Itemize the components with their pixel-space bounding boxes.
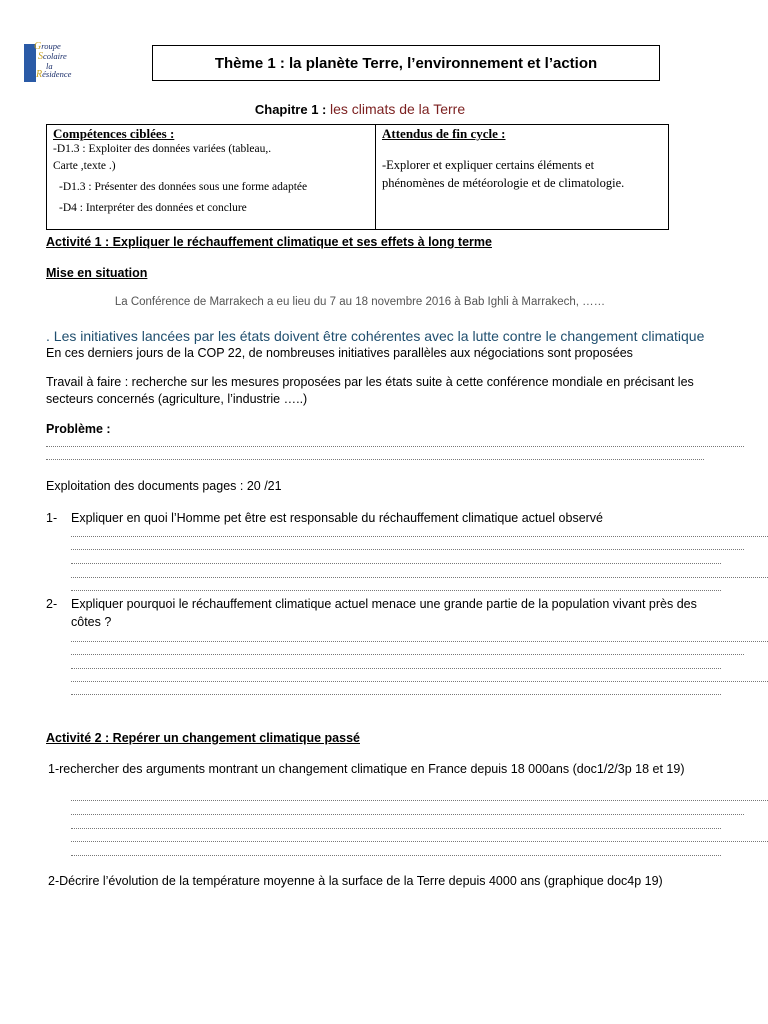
school-logo: [24, 42, 90, 84]
answer-line: [71, 814, 744, 815]
competence-item: -D1.3 : Présenter des données sous une forme adaptée: [59, 181, 308, 193]
question2-number: 2-: [46, 597, 58, 611]
mise-en-situation-title: Mise en situation: [46, 266, 148, 280]
activite1-title: Activité 1 : Expliquer le réchauffement climatique et ses effets à long terme: [46, 235, 492, 249]
answer-line: [71, 590, 721, 591]
competences-table: [46, 124, 669, 230]
answer-line: [71, 563, 721, 564]
answer-line: [71, 654, 744, 655]
initiatives-text: . Les initiatives lancées par les états doivent être cohérentes avec la lutte contre le changement climatique: [46, 328, 705, 344]
answer-line: [71, 800, 768, 801]
chapter-prefix: Chapitre 1 :: [254, 102, 330, 117]
exploitation-text: Exploitation des documents pages : 20 /21: [46, 479, 282, 493]
answer-line: [46, 446, 744, 447]
cop-text: En ces derniers jours de la COP 22, de nombreuses initiatives parallèles aux négociations sont proposées: [46, 346, 633, 360]
answer-line: [71, 668, 721, 669]
answer-line: [71, 536, 768, 537]
travail-text-line1: Travail à faire : recherche sur les mesures proposées par les états suite à cette conférence mondiale en précisant les: [46, 375, 694, 389]
logo-line-4: Résidence: [36, 69, 72, 80]
answer-line: [71, 855, 721, 856]
competence-item: Carte ,texte .): [53, 160, 116, 172]
activite2-question1: 1-rechercher des arguments montrant un changement climatique en France depuis 18 000ans (doc1/2/3p 18 et 19): [48, 762, 685, 776]
mise-text: La Conférence de Marrakech a eu lieu du 7 au 18 novembre 2016 à Bab Ighli à Marrakech, ……: [114, 296, 606, 308]
theme-title: Thème 1 : la planète Terre, l’environnement et l’action: [152, 45, 660, 81]
attendus-text: [382, 156, 662, 192]
answer-line: [71, 577, 768, 578]
answer-line: [71, 549, 744, 550]
attendus-header: Attendus de fin cycle :: [382, 126, 506, 141]
question1-number: 1-: [46, 511, 58, 525]
attendus-line: -Explorer et expliquer certains éléments et: [382, 158, 595, 172]
chapter-title: [0, 101, 720, 117]
competence-item: -D4 : Interpréter des données et conclure: [59, 202, 247, 214]
question2-line2: côtes ?: [71, 615, 112, 629]
answer-line: [71, 828, 721, 829]
competences-header: Compétences ciblées :: [53, 126, 175, 141]
answer-line: [71, 694, 721, 695]
activite2-question2: 2-Décrire l’évolution de la température moyenne à la surface de la Terre depuis 4000 ans (graphique doc4p 19): [48, 874, 663, 888]
attendus-column: [376, 125, 668, 229]
competence-item: -D1.3 : Exploiter des données variées (tableau,.: [53, 143, 272, 155]
competences-column: [47, 125, 376, 229]
answer-line: [46, 459, 704, 460]
logo-line-3: la: [46, 61, 53, 71]
answer-line: [71, 641, 768, 642]
logo-line-1: Groupe: [34, 41, 61, 52]
travail-text-line2: secteurs concernés (agriculture, l’industrie …..): [46, 392, 308, 406]
answer-line: [71, 841, 768, 842]
probleme-label: Problème :: [46, 422, 111, 436]
chapter-name: les climats de la Terre: [329, 101, 466, 117]
question1-text: Expliquer en quoi l’Homme pet être est responsable du réchauffement climatique actuel observé: [71, 511, 604, 525]
question2-line1: Expliquer pourquoi le réchauffement climatique actuel menace une grande partie de la population vivant près des: [71, 597, 697, 611]
activite2-title: Activité 2 : Repérer un changement climatique passé: [46, 731, 360, 745]
attendus-line: phénomènes de météorologie et de climatologie.: [382, 176, 625, 190]
logo-line-2: Scolaire: [38, 51, 67, 62]
answer-line: [71, 681, 768, 682]
